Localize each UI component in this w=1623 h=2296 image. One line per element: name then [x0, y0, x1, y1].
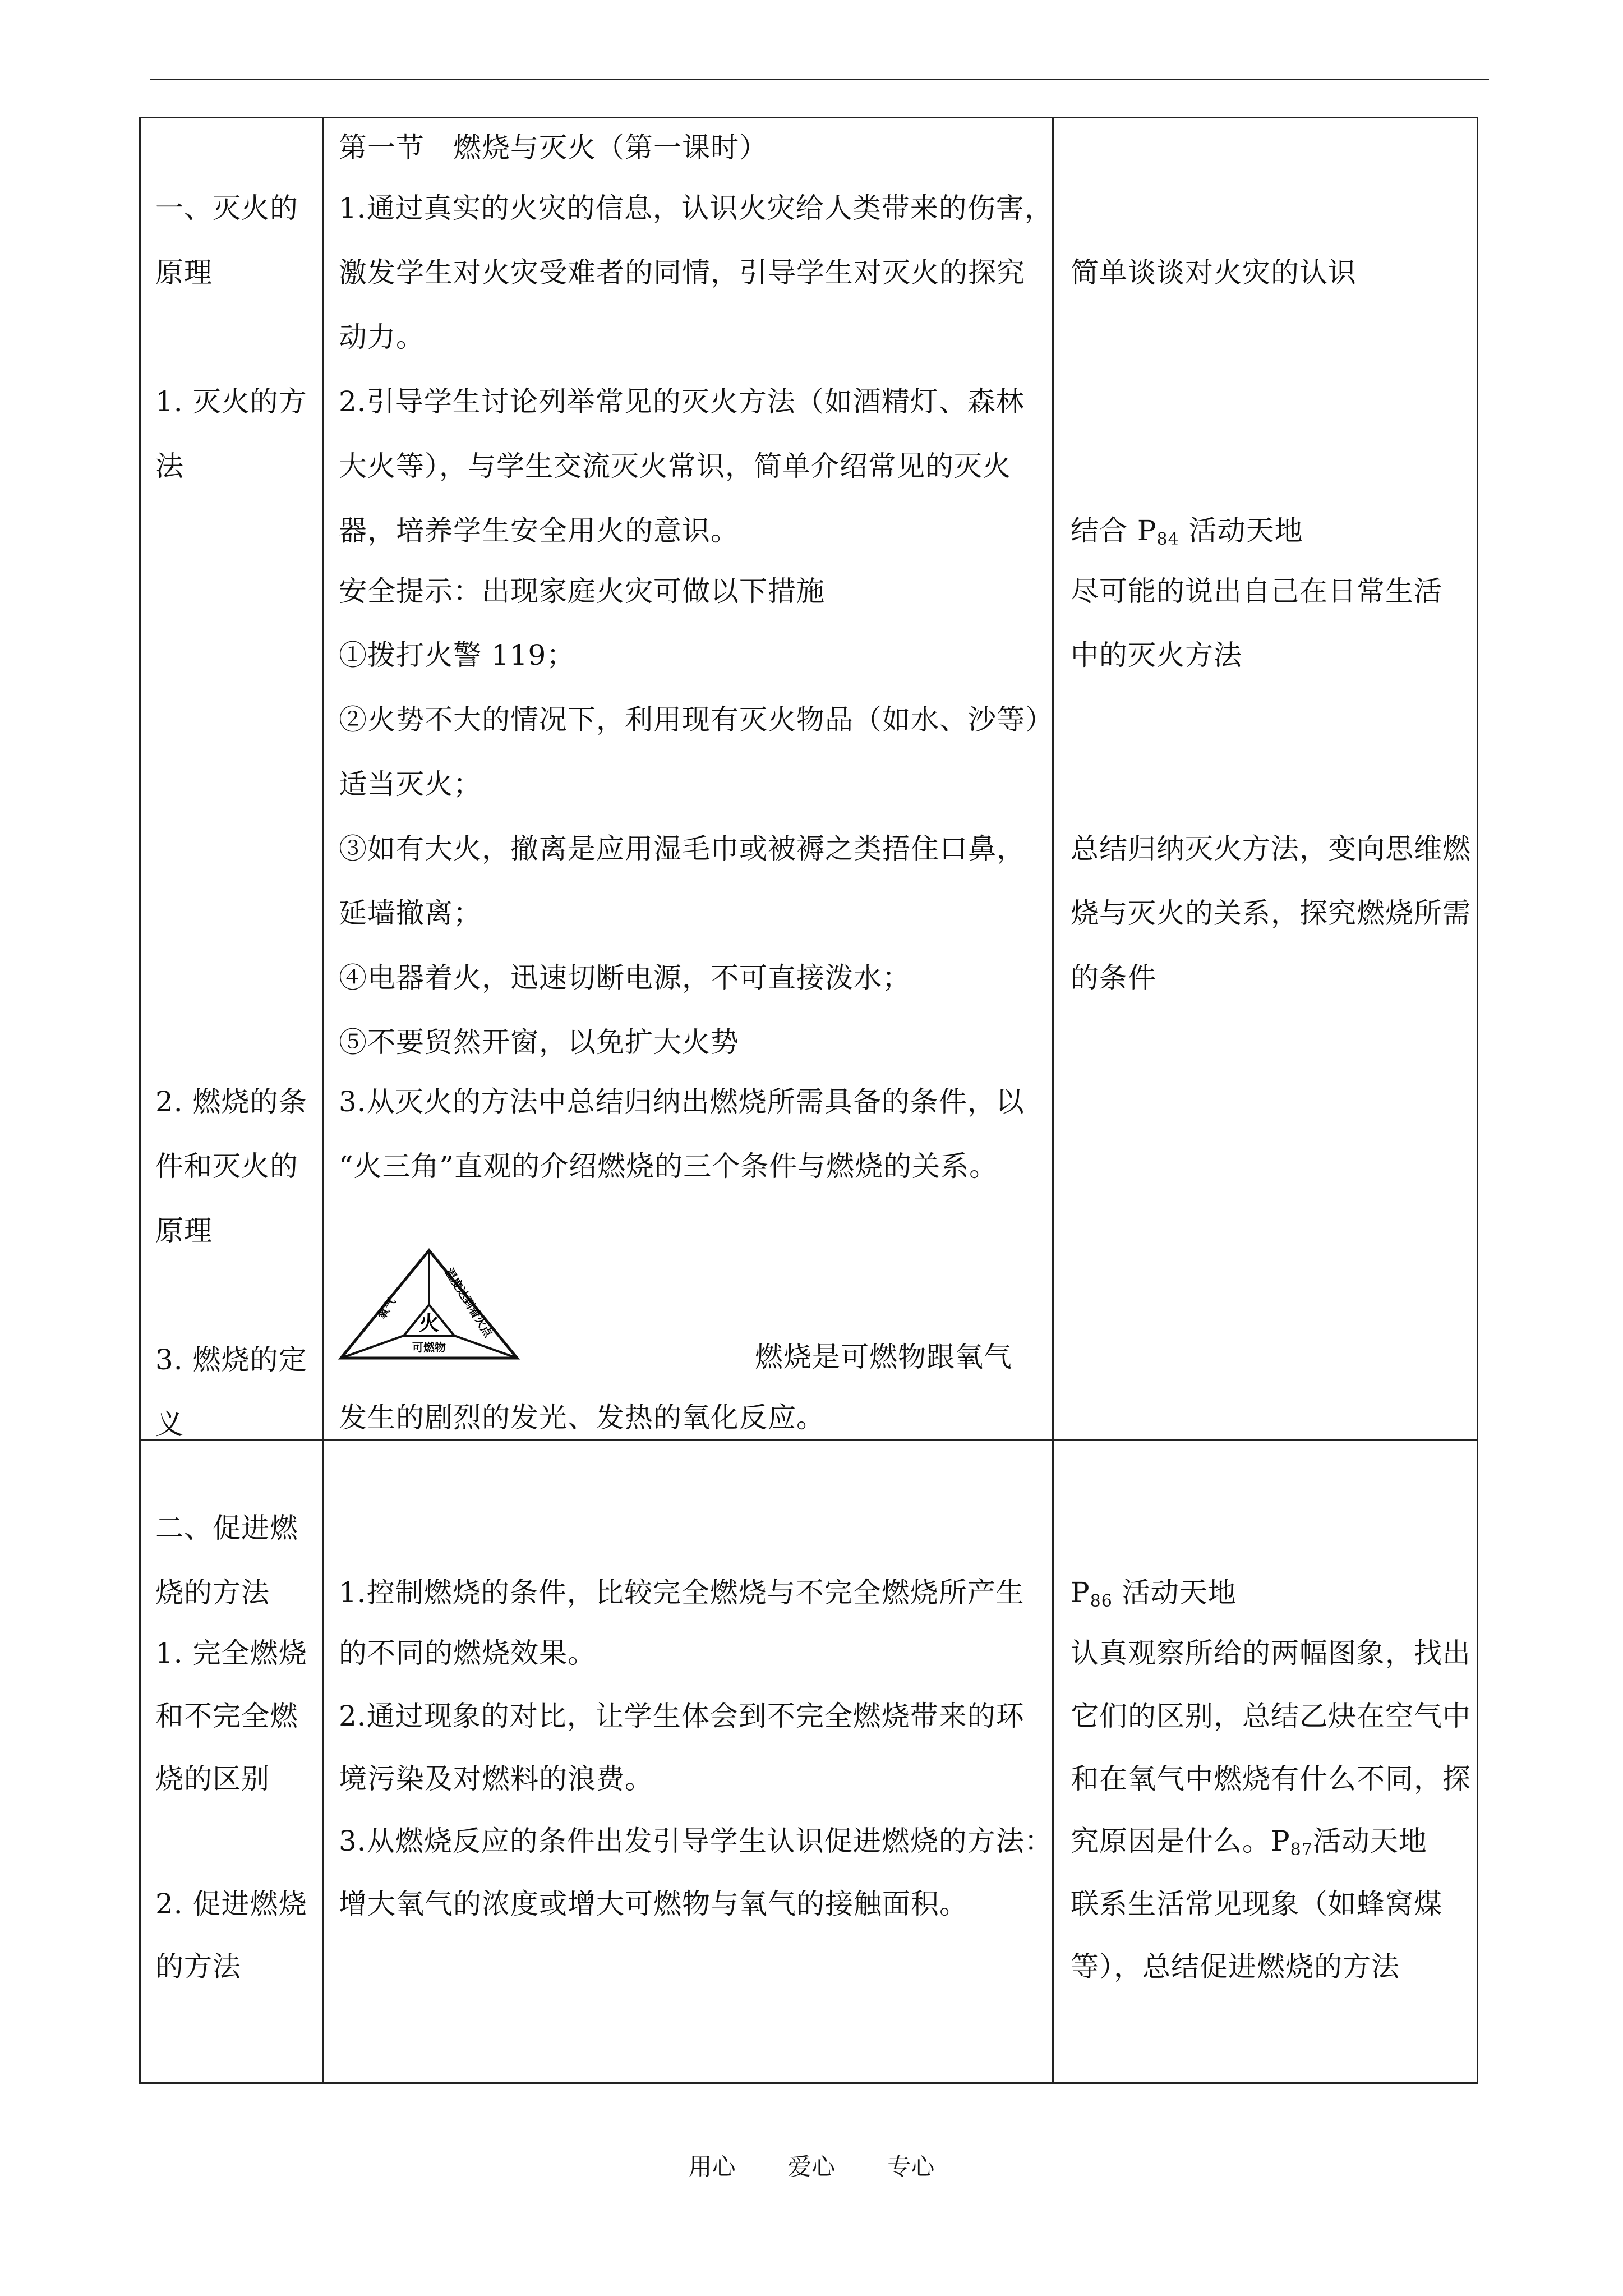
activity-line: 燃烧是可燃物跟氧气: [755, 1341, 1012, 1373]
activity-cell: [324, 1441, 1053, 2083]
page-footer: [0, 2148, 1623, 2182]
footer-text: 爱心: [787, 2153, 835, 2180]
topic-line: 烧的区别: [155, 1763, 270, 1795]
table-row-promote: [140, 1441, 1478, 2083]
topic-line: 2. 燃烧的条: [155, 1085, 307, 1118]
activity-line: 器，培养学生安全用火的意识。: [339, 514, 739, 547]
topic-line: 烧的方法: [155, 1576, 270, 1609]
activity-line: 激发学生对火灾受难者的同情，引导学生对灭火的探究: [339, 256, 1025, 289]
activity-line: ①拨打火警 119；: [339, 639, 575, 671]
student-line: 结合 $P_{84}$ 活动天地: [1071, 514, 1303, 549]
activity-line: 2.通过现象的对比，让学生体会到不完全燃烧带来的环: [339, 1700, 1025, 1732]
activity-line: ④电器着火，迅速切断电源，不可直接泼水；: [339, 961, 911, 994]
topic-line: 一、灭火的: [155, 192, 298, 224]
topic-line: 3. 燃烧的定: [155, 1343, 307, 1376]
activity-line: 3.从灭火的方法中总结归纳出燃烧所需具备的条件，以: [339, 1085, 1025, 1118]
triangle-left-label: 氧气: [375, 1295, 398, 1322]
triangle-center-label: 火: [418, 1312, 440, 1335]
topic-line: 原理: [155, 256, 213, 289]
table-row-extinguish: [140, 118, 1478, 1441]
activity-line: 延墙撤离；: [339, 897, 482, 930]
header-rule: [150, 79, 1489, 80]
topic-line: 的方法: [155, 1950, 241, 1983]
activity-line: 2.引导学生讨论列举常见的灭火方法（如酒精灯、森林: [339, 385, 1025, 418]
activity-line: 3.从燃烧反应的条件出发引导学生认识促进燃烧的方法：: [339, 1825, 1053, 1857]
activity-line: ②火势不大的情况下，利用现有灭火物品（如水、沙等）: [339, 703, 1054, 736]
triangle-bottom-label: 可燃物: [412, 1341, 446, 1354]
topic-line: 1. 灭火的方: [155, 385, 307, 418]
topic-line: 法: [155, 450, 184, 482]
student-cell: [1053, 118, 1478, 1441]
activity-cell: [324, 118, 1053, 1441]
student-line: 总结归纳灭火方法，变向思维燃: [1071, 832, 1471, 865]
student-line: 认真观察所给的两幅图象，找出: [1071, 1637, 1471, 1669]
activity-line: 动力。: [339, 321, 425, 353]
student-line: 的条件: [1071, 961, 1156, 994]
student-line: 联系生活常见现象（如蜂窝煤: [1071, 1888, 1442, 1920]
activity-line: 境污染及对燃料的浪费。: [339, 1763, 653, 1795]
topic-line: 原理: [155, 1214, 213, 1247]
topic-line: 件和灭火的: [155, 1150, 298, 1182]
student-line: 它们的区别，总结乙炔在空气中: [1071, 1700, 1471, 1732]
topic-cell: [140, 118, 324, 1441]
footer-text: 用心: [688, 2153, 736, 2180]
topic-line: 2. 促进燃烧: [155, 1888, 307, 1920]
triangle-right-label: 温度达到着火点: [442, 1266, 496, 1340]
topic-line: 和不完全燃: [155, 1700, 298, 1732]
topic-line: 二、促进燃: [155, 1512, 298, 1544]
activity-line: ⑤不要贸然开窗，以免扩大火势: [339, 1026, 739, 1059]
activity-line: 发生的剧烈的发光、发热的氧化反应。: [339, 1401, 825, 1434]
student-line: 尽可能的说出自己在日常生活: [1071, 575, 1442, 608]
student-line: 等），总结促进燃烧的方法: [1071, 1950, 1400, 1983]
topic-line: 义: [155, 1408, 184, 1441]
student-line: 简单谈谈对火灾的认识: [1071, 256, 1357, 289]
activity-line: 1.控制燃烧的条件，比较完全燃烧与不完全燃烧所产生: [339, 1576, 1025, 1609]
activity-line: 的不同的燃烧效果。: [339, 1637, 596, 1669]
student-line: 究原因是什么。$P_{87}$活动天地: [1071, 1825, 1427, 1860]
lesson-table: [139, 117, 1478, 2084]
student-line: 和在氧气中燃烧有什么不同，探: [1071, 1763, 1471, 1795]
activity-line: “火三角”直观的介绍燃烧的三个条件与燃烧的关系。: [339, 1150, 998, 1182]
topic-cell: [140, 1441, 324, 2083]
student-line: 中的灭火方法: [1071, 639, 1242, 671]
section-title: 第一节 燃烧与灭火（第一课时）: [339, 131, 768, 164]
activity-line: 适当灭火；: [339, 768, 482, 800]
activity-line: 大火等），与学生交流灭火常识，简单介绍常见的灭火: [339, 450, 1011, 482]
footer-text: 专心: [887, 2153, 935, 2180]
activity-line: 1.通过真实的火灾的信息，认识火灾给人类带来的伤害，: [339, 192, 1053, 224]
activity-line: ③如有大火，撤离是应用湿毛巾或被褥之类捂住口鼻，: [339, 832, 1025, 865]
activity-line: 增大氧气的浓度或增大可燃物与氧气的接触面积。: [339, 1888, 968, 1920]
topic-line: 1. 完全燃烧: [155, 1637, 307, 1669]
student-line: $P_{86}$ 活动天地: [1071, 1576, 1237, 1611]
activity-line: 安全提示：出现家庭火灾可做以下措施: [339, 575, 825, 608]
student-cell: [1053, 1441, 1478, 2083]
student-line: 烧与灭火的关系，探究燃烧所需: [1071, 897, 1471, 930]
fire-triangle-diagram: [336, 1246, 522, 1364]
